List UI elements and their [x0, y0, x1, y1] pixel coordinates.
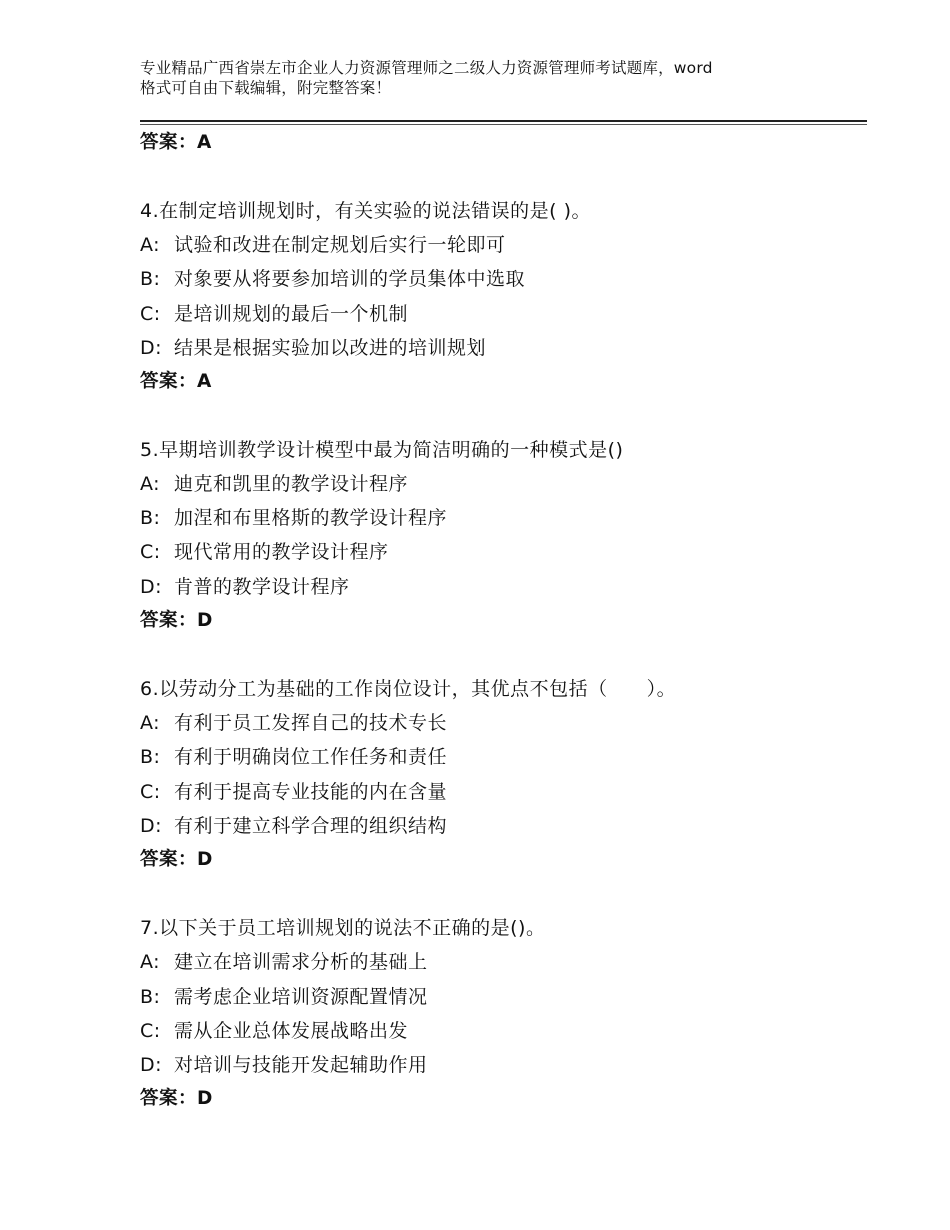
- option-text: 对培训与技能开发起辅助作用: [174, 1054, 428, 1076]
- header-line-2: 格式可自由下载编辑，附完整答案！: [140, 79, 392, 97]
- document-header: [140, 58, 840, 98]
- option-text: 需从企业总体发展战略出发: [174, 1020, 409, 1042]
- option-d: [140, 575, 350, 599]
- option-text: 肯普的教学设计程序: [174, 576, 350, 598]
- option-letter: A:: [140, 473, 161, 495]
- question-stem: 5.早期培训教学设计模型中最为简洁明确的一种模式是(): [140, 439, 624, 461]
- option-text: 迪克和凯里的教学设计程序: [174, 473, 409, 495]
- option-text: 现代常用的教学设计程序: [174, 541, 389, 563]
- option-text: 是培训规划的最后一个机制: [174, 303, 409, 325]
- option-c: [140, 1019, 408, 1043]
- answer: 答案：D: [140, 849, 213, 870]
- option-letter: D:: [140, 1054, 163, 1076]
- option-letter: C:: [140, 781, 161, 803]
- option-d: [140, 336, 486, 360]
- option-letter: C:: [140, 303, 161, 325]
- option-letter: A:: [140, 234, 161, 256]
- option-c: [140, 780, 447, 804]
- option-text: 有利于员工发挥自己的技术专长: [174, 712, 448, 734]
- header-line-1: 专业精品广西省崇左市企业人力资源管理师之二级人力资源管理师考试题库，word: [140, 59, 713, 77]
- option-a: [140, 950, 428, 974]
- option-a: [140, 233, 506, 257]
- option-a: [140, 711, 447, 735]
- option-text: 加涅和布里格斯的教学设计程序: [174, 507, 448, 529]
- answer: 答案：D: [140, 1088, 213, 1109]
- option-d: [140, 814, 447, 838]
- option-c: [140, 540, 389, 564]
- option-letter: C:: [140, 541, 161, 563]
- option-a: [140, 472, 408, 496]
- answer: 答案：A: [140, 371, 212, 392]
- option-text: 有利于建立科学合理的组织结构: [174, 815, 448, 837]
- option-c: [140, 302, 408, 326]
- option-letter: B:: [140, 986, 161, 1008]
- option-text: 建立在培训需求分析的基础上: [174, 951, 428, 973]
- option-letter: A:: [140, 712, 161, 734]
- option-b: [140, 506, 447, 530]
- question-stem: 6.以劳动分工为基础的工作岗位设计，其优点不包括（ ）。: [140, 678, 677, 700]
- option-text: 需考虑企业培训资源配置情况: [174, 986, 428, 1008]
- option-text: 对象要从将要参加培训的学员集体中选取: [174, 268, 526, 290]
- previous-answer: 答案：A: [140, 132, 212, 153]
- option-text: 试验和改进在制定规划后实行一轮即可: [174, 234, 506, 256]
- option-text: 有利于提高专业技能的内在含量: [174, 781, 448, 803]
- option-b: [140, 745, 447, 769]
- option-text: 结果是根据实验加以改进的培训规划: [174, 337, 487, 359]
- header-divider: [140, 120, 867, 122]
- header-divider-thin: [140, 124, 867, 125]
- option-letter: D:: [140, 337, 163, 359]
- option-letter: D:: [140, 815, 163, 837]
- answer: 答案：D: [140, 610, 213, 631]
- option-letter: A:: [140, 951, 161, 973]
- option-b: [140, 985, 428, 1009]
- option-letter: B:: [140, 746, 161, 768]
- option-letter: D:: [140, 576, 163, 598]
- option-letter: C:: [140, 1020, 161, 1042]
- option-d: [140, 1053, 428, 1077]
- question-stem: 7.以下关于员工培训规划的说法不正确的是()。: [140, 917, 546, 939]
- option-letter: B:: [140, 507, 161, 529]
- option-b: [140, 267, 525, 291]
- option-text: 有利于明确岗位工作任务和责任: [174, 746, 448, 768]
- question-stem: 4.在制定培训规划时，有关实验的说法错误的是( )。: [140, 200, 591, 222]
- option-letter: B:: [140, 268, 161, 290]
